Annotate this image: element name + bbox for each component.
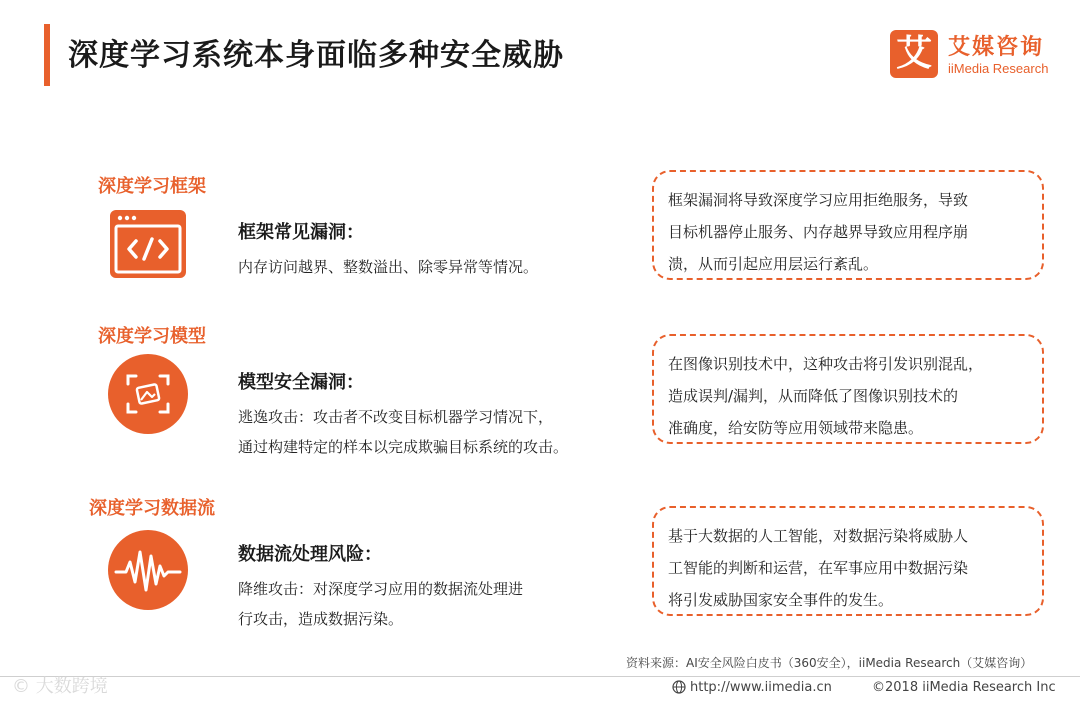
watermark: © 大数跨境 [12, 676, 108, 697]
impact-line: 在图像识别技术中，这种攻击将引发识别混乱， [668, 355, 984, 373]
vulnerability-line: 逃逸攻击：攻击者不改变目标机器学习情况下， [238, 408, 554, 426]
section-label: 深度学习数据流 [89, 498, 215, 519]
section-label: 深度学习模型 [98, 326, 206, 347]
vulnerability-line: 通过构建特定的样本以完成欺骗目标系统的攻击。 [238, 438, 569, 456]
impact-line: 框架漏洞将导致深度学习应用拒绝服务，导致 [668, 191, 969, 209]
vulnerability-description [238, 402, 568, 462]
page-title: 深度学习系统本身面临多种安全威胁 [68, 38, 564, 73]
vulnerability-line: 降维攻击：对深度学习应用的数据流处理进 [238, 580, 524, 598]
vulnerability-title: 框架常见漏洞： [238, 222, 364, 243]
vulnerability-description [238, 252, 538, 282]
section-model [0, 322, 1080, 472]
footer-url-text[interactable]: http://www.iimedia.cn [690, 680, 832, 695]
section-framework [0, 172, 1080, 322]
section-label: 深度学习框架 [98, 176, 206, 197]
footer-copyright: ©2018 iiMedia Research Inc [872, 680, 1056, 695]
logo [890, 28, 1065, 82]
vulnerability-line: 行攻击，造成数据污染。 [238, 610, 404, 628]
section-dataflow [0, 494, 1080, 644]
impact-line: 将引发威胁国家安全事件的发生。 [668, 591, 894, 609]
globe-icon [672, 680, 686, 694]
title-accent-bar [44, 24, 50, 86]
footer-url[interactable] [672, 680, 832, 695]
code-window-icon [108, 204, 188, 284]
impact-box [652, 506, 1044, 616]
impact-line: 准确度，给安防等应用领域带来隐患。 [668, 419, 924, 437]
logo-name-en: iiMedia Research [948, 61, 1049, 76]
source-note: 资料来源：AI安全风险白皮书（360安全），iiMedia Research（艾媒咨询） [626, 656, 1033, 670]
impact-line: 造成误判/漏判，从而降低了图像识别技术的 [668, 387, 959, 405]
impact-box [652, 170, 1044, 280]
logo-mark: 艾 [890, 30, 938, 78]
vulnerability-title: 模型安全漏洞： [238, 372, 364, 393]
impact-line: 基于大数据的人工智能，对数据污染将威胁人 [668, 527, 969, 545]
impact-line: 工智能的判断和运营，在军事应用中数据污染 [668, 559, 969, 577]
waveform-icon [108, 530, 188, 610]
logo-name-cn: 艾媒咨询 [948, 35, 1045, 60]
impact-line: 溃，从而引起应用层运行紊乱。 [668, 255, 879, 273]
image-recognition-icon [108, 354, 188, 434]
vulnerability-description [238, 574, 523, 634]
impact-line: 目标机器停止服务、内存越界导致应用程序崩 [668, 223, 969, 241]
impact-box [652, 334, 1044, 444]
vulnerability-title: 数据流处理风险： [238, 544, 382, 565]
footer-divider [0, 676, 1080, 677]
vulnerability-line: 内存访问越界、整数溢出、除零异常等情况。 [238, 258, 539, 276]
